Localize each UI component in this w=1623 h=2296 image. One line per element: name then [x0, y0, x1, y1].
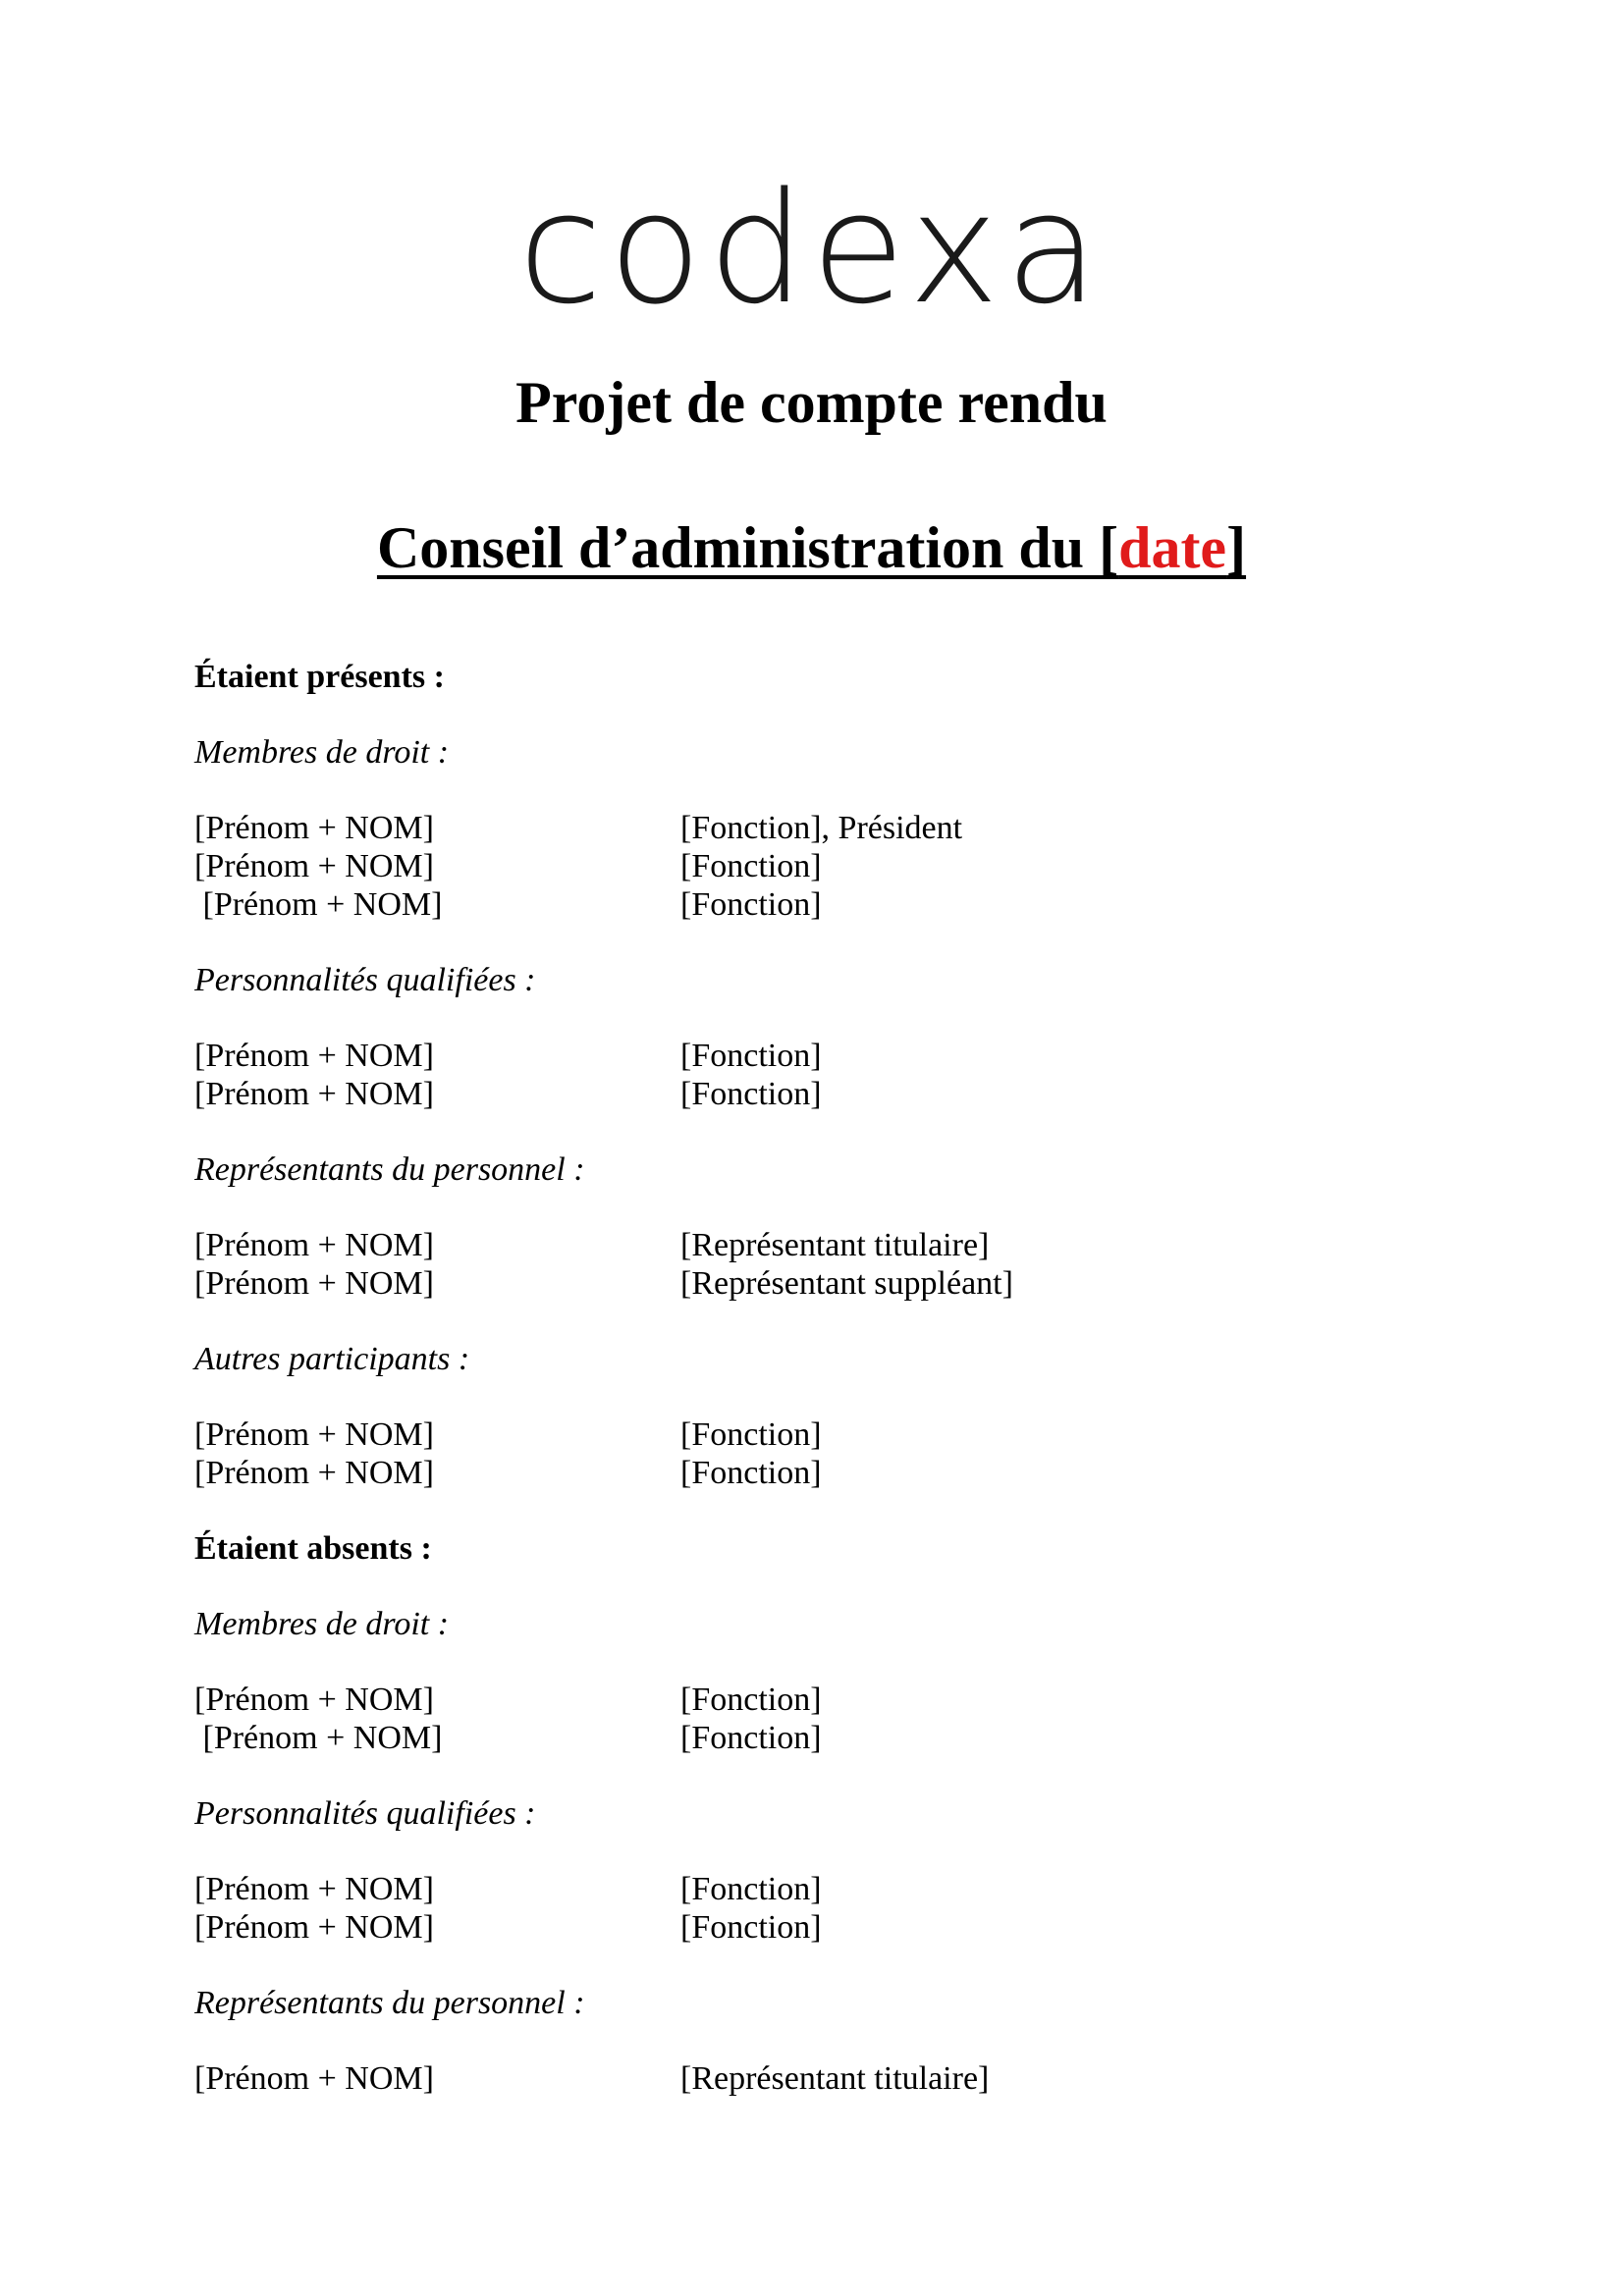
- present-section: [194, 658, 1432, 1529]
- attendee-row: [194, 1454, 1432, 1492]
- attendee-name: [Prénom + NOM]: [194, 810, 434, 846]
- present-group-label: Autres participants :: [194, 1341, 470, 1377]
- absentee-name: [Prénom + NOM]: [194, 1909, 434, 1946]
- present-heading: Étaient présents :: [194, 659, 445, 695]
- attendee-row: [194, 885, 1432, 924]
- attendee-name: [Prénom + NOM]: [194, 848, 434, 884]
- attendee-role: [Fonction]: [680, 1416, 822, 1453]
- date-placeholder: date: [1118, 515, 1227, 580]
- attendee-role: [Fonction]: [680, 1038, 822, 1074]
- absent-section: [194, 1529, 1432, 2098]
- attendee-row: [194, 809, 1432, 847]
- attendee-name: [Prénom + NOM]: [194, 886, 443, 923]
- absentee-role: [Fonction]: [680, 1871, 822, 1907]
- absentee-name: [Prénom + NOM]: [194, 1720, 443, 1756]
- attendee-row: [194, 1264, 1432, 1303]
- present-group-label: Membres de droit :: [194, 734, 450, 771]
- attendee-name: [Prénom + NOM]: [194, 1416, 434, 1453]
- document-title: Projet de compte rendu: [515, 370, 1108, 435]
- attendee-name: [Prénom + NOM]: [194, 1038, 434, 1074]
- absentee-name: [Prénom + NOM]: [194, 1871, 434, 1907]
- absentee-row: [194, 1719, 1432, 1757]
- subtitle-suffix: ]: [1226, 515, 1247, 580]
- attendee-row: [194, 1075, 1432, 1113]
- absent-group-label: Personnalités qualifiées :: [194, 1795, 536, 1832]
- attendee-role: [Fonction]: [680, 1076, 822, 1112]
- subtitle-prefix: Conseil d’administration du [: [376, 515, 1119, 580]
- attendee-role: [Fonction]: [680, 848, 822, 884]
- attendee-row: [194, 1037, 1432, 1075]
- absentee-role: [Fonction]: [680, 1682, 822, 1718]
- attendee-name: [Prénom + NOM]: [194, 1455, 434, 1491]
- subtitle-underlined: [377, 515, 1246, 580]
- absent-group-label: Membres de droit :: [194, 1606, 450, 1642]
- attendee-role: [Représentant suppléant]: [680, 1265, 1013, 1302]
- present-group-label: Représentants du personnel :: [194, 1151, 585, 1188]
- absentee-row: [194, 2059, 1432, 2098]
- absentee-name: [Prénom + NOM]: [194, 1682, 434, 1718]
- absentee-role: [Représentant titulaire]: [680, 2060, 990, 2097]
- absent-heading: Étaient absents :: [194, 1530, 432, 1567]
- absentee-row: [194, 1681, 1432, 1719]
- attendee-name: [Prénom + NOM]: [194, 1076, 434, 1112]
- attendee-name: [Prénom + NOM]: [194, 1227, 434, 1263]
- present-group-label: Personnalités qualifiées :: [194, 962, 536, 998]
- attendee-role: [Fonction]: [680, 1455, 822, 1491]
- attendee-role: [Fonction], Président: [680, 810, 963, 846]
- attendee-row: [194, 1226, 1432, 1264]
- absentee-role: [Fonction]: [680, 1909, 822, 1946]
- attendee-role: [Représentant titulaire]: [680, 1227, 990, 1263]
- document-subtitle: [0, 515, 1623, 580]
- attendee-name: [Prénom + NOM]: [194, 1265, 434, 1302]
- absentee-row: [194, 1870, 1432, 1908]
- absentee-name: [Prénom + NOM]: [194, 2060, 434, 2097]
- attendee-row: [194, 1415, 1432, 1454]
- attendee-row: [194, 847, 1432, 885]
- attendance-content: [194, 658, 1432, 2098]
- absentee-row: [194, 1908, 1432, 1947]
- attendee-role: [Fonction]: [680, 886, 822, 923]
- absent-group-label: Représentants du personnel :: [194, 1985, 585, 2021]
- absentee-role: [Fonction]: [680, 1720, 822, 1756]
- company-logo: codexa: [517, 159, 1106, 338]
